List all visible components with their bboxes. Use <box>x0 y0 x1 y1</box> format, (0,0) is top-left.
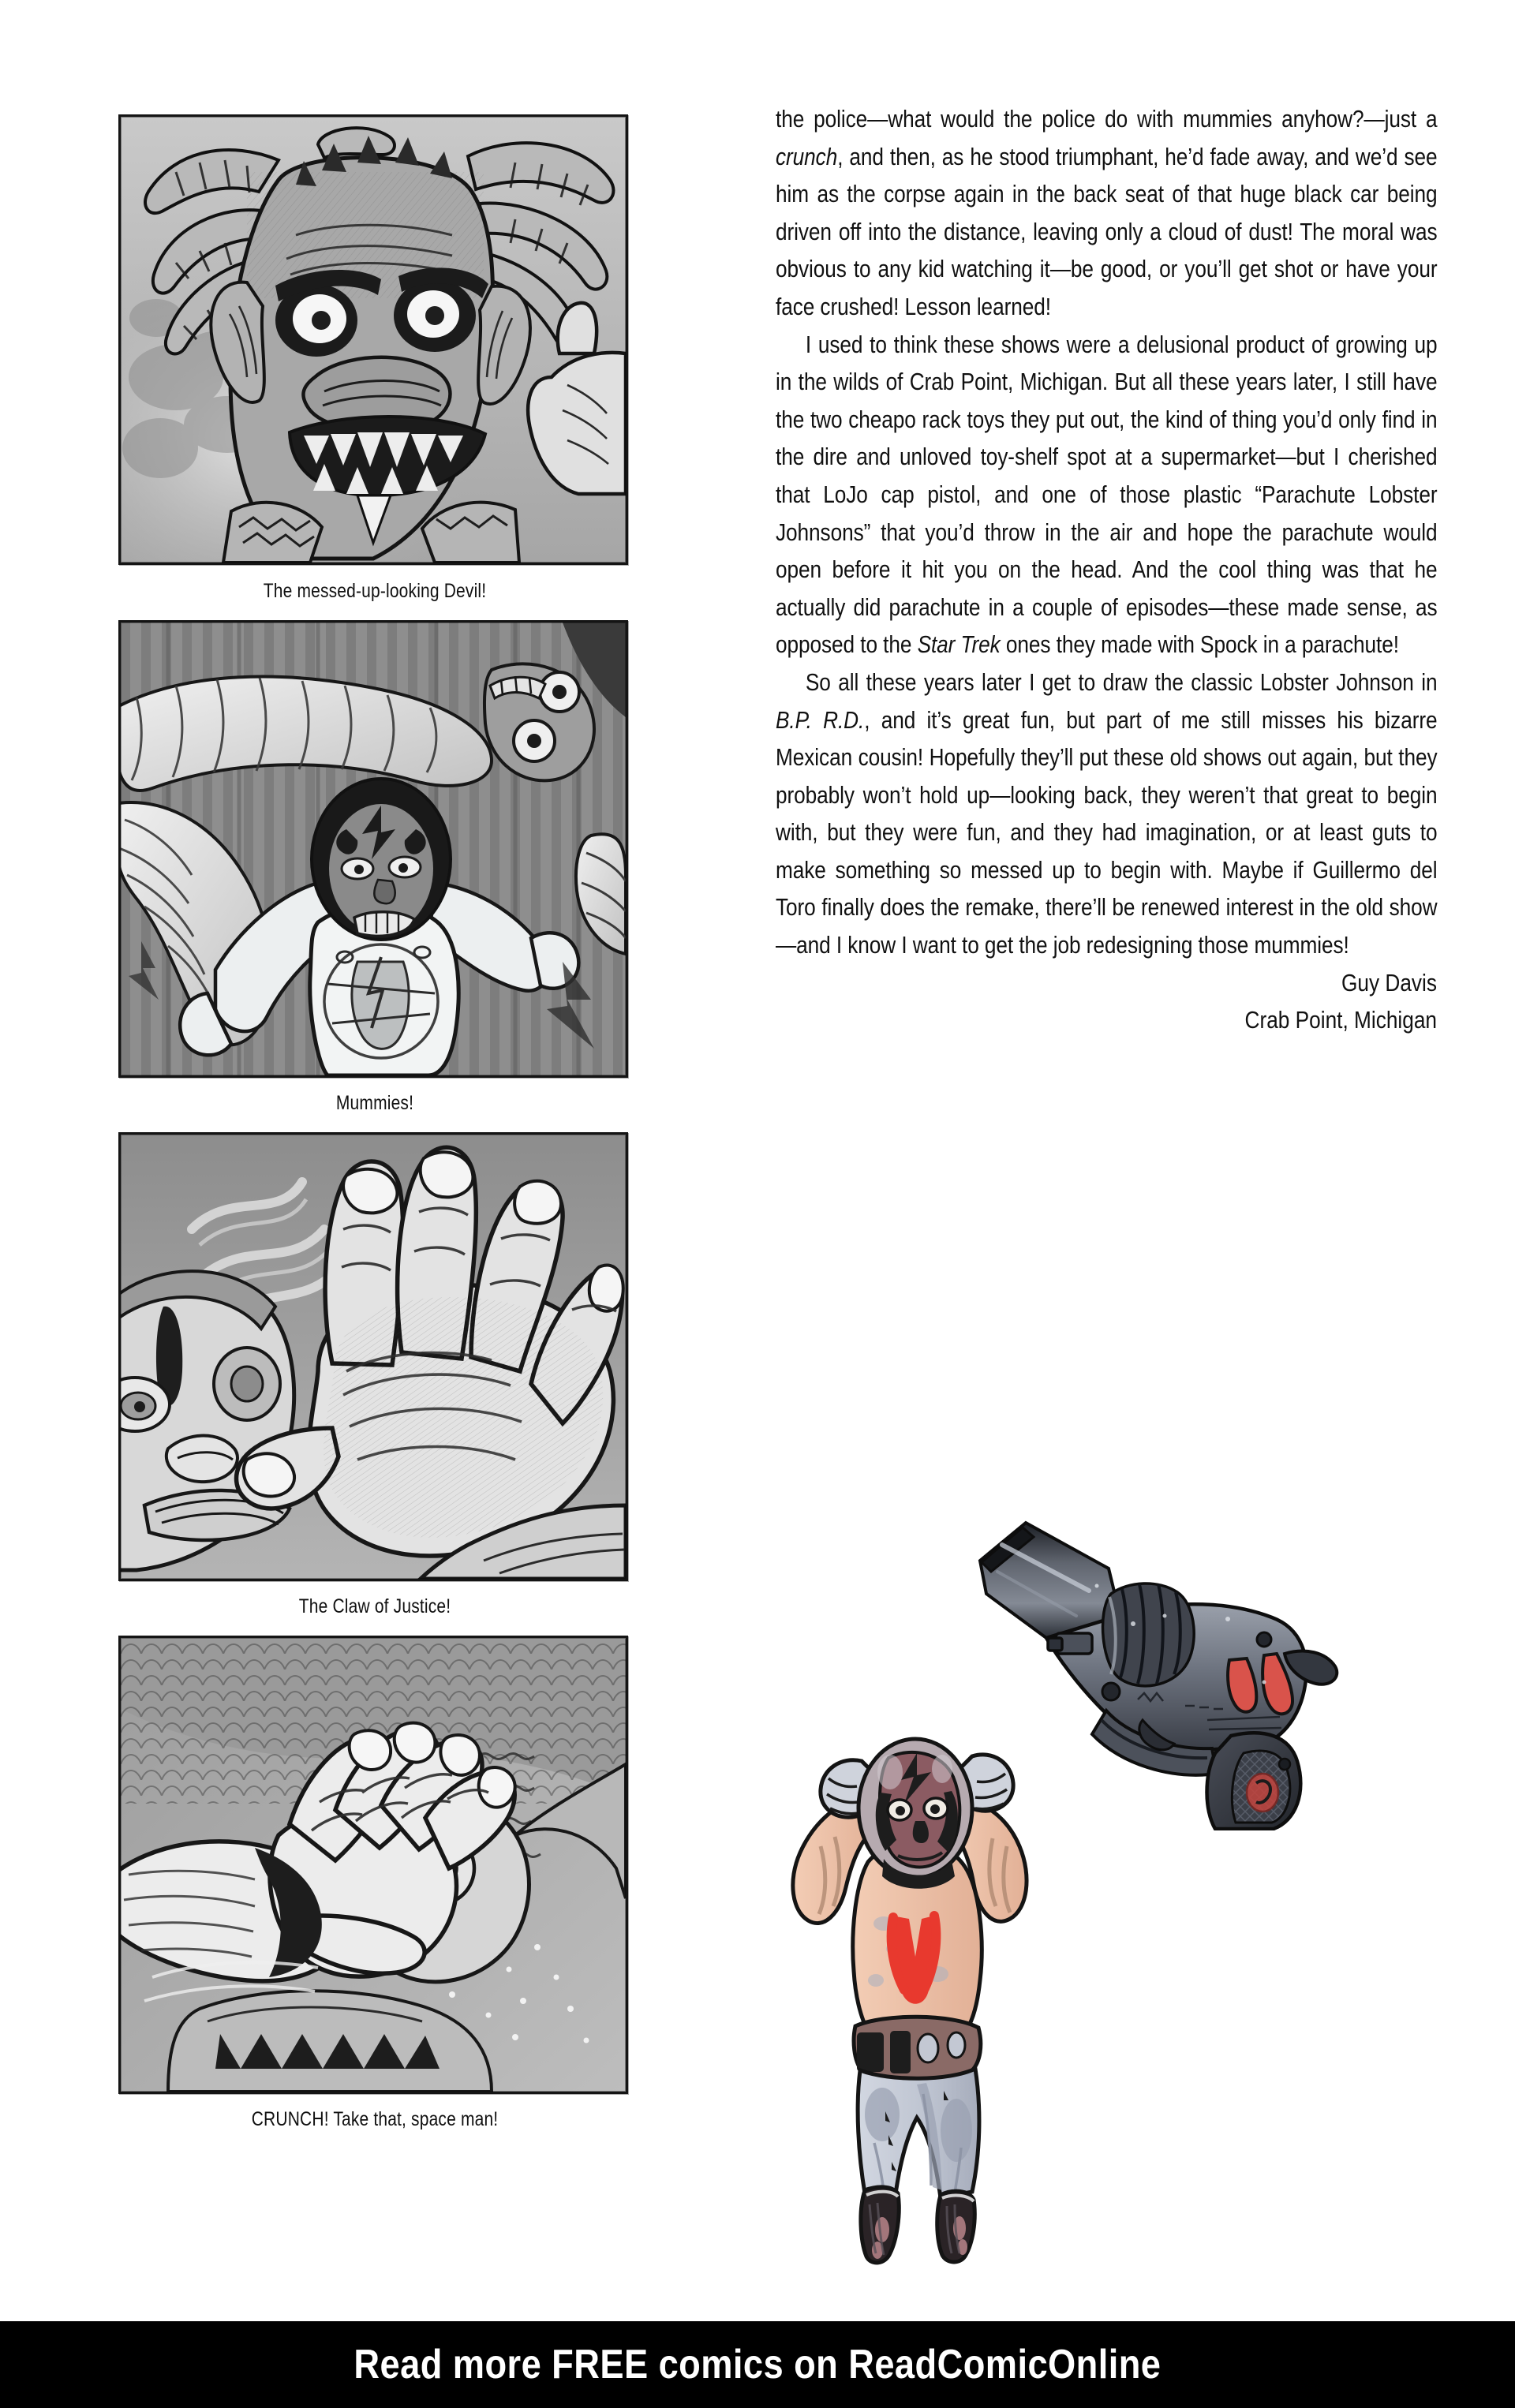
panel-caption: The messed-up-looking Devil! <box>263 580 487 602</box>
article-text-column <box>776 101 1437 1040</box>
article-paragraph-3: So all these years later I get to draw the classic Lobster Johnson in B.P. R.D., and it’s great fun, but part of me still misses his bizarre Mexican cousin! Hopefully they’ll put these old shows out again, but they probably won’t hold up—looking back, they weren’t that great to begin with, but they were fun, and they had imagination, or at least guts to make something so messed up to begin with. Maybe if Guillermo del Toro finally does the remake, there’ll be renewed interest in the old show—and I know I want to get the job redesigning those mummies! <box>776 668 1438 959</box>
crunch-panel-art <box>118 1636 628 2094</box>
parachute-lobster-johnson-toy <box>773 1610 1057 2272</box>
panel-block-crunch <box>118 1636 631 2131</box>
article-paragraph-1: the police—what would the police do with mummies anyhow?—just a crunch, and then, as he stood triumphant, he’d fade away, and we’d see him as the corpse again in the back seat of that huge black car being driven off into the distance, leaving only a cloud of dust! The moral was obvious to any kid watching it—be good, or you’ll get shot or have your face crushed! Lesson learned! <box>776 106 1438 320</box>
mummies-panel-art <box>118 620 628 1078</box>
signature-name: Guy Davis <box>1341 969 1437 996</box>
panel-block-mummies <box>118 620 631 1115</box>
devil-panel-art <box>118 114 628 565</box>
panel-caption: Mummies! <box>335 1092 414 1114</box>
panel-block-devil <box>118 114 631 603</box>
signature-place: Crab Point, Michigan <box>1244 1007 1437 1034</box>
panel-column <box>118 114 631 2131</box>
footer-text: Read more FREE comics on ReadComicOnline <box>354 2342 1162 2387</box>
panel-caption: The Claw of Justice! <box>298 1595 451 1617</box>
panel-caption: CRUNCH! Take that, space man! <box>251 2108 499 2130</box>
article-paragraph-2: I used to think these shows were a delusional product of growing up in the wilds of Crab Point, Michigan. But all these years later, I still have the two cheapo rack toys they put out, the kind of thing you’d only find in the dire and unloved toy-shelf spot at a supermarket—but I cherished that LoJo cap pistol, and one of those plastic “Parachute Lobster Johnsons” that you’d throw in the air and hope the parachute would open before it hit you on the head. And the cool thing was that he actually did parachute in a couple of episodes—these made sense, as opposed to the Star Trek ones they made with Spock in a parachute! <box>776 331 1438 659</box>
panel-block-claw <box>118 1132 631 1618</box>
footer-banner[interactable] <box>0 2321 1515 2408</box>
claw-panel-art <box>118 1132 628 1581</box>
